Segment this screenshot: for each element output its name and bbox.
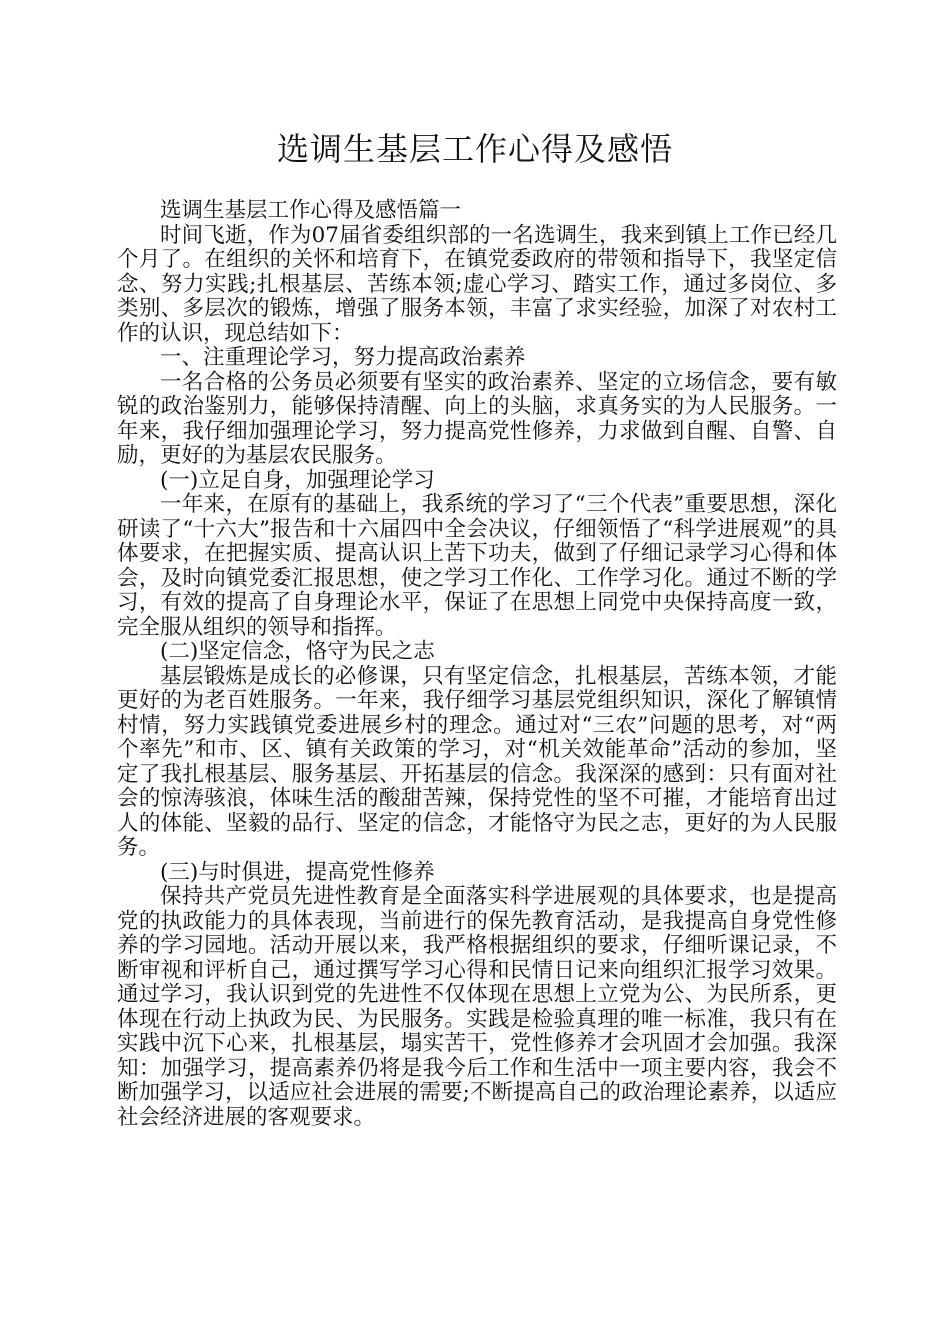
section-heading: 选调生基层工作心得及感悟篇一 bbox=[160, 198, 462, 223]
paragraph: 时间飞逝，作为07届省委组织部的一名选调生，我来到镇上工作已经几个月了。在组织的关怀和培育下，在镇党委政府的带领和指导下，我坚定信念、努力实践;扎根基层、苦练本领;虚心学习、踏实工作，通过多岗位、多类别、多层次的锻炼，增强了服务本领，丰富了求实经验，加深了对农村工作的认识，现总结如下： bbox=[117, 222, 837, 346]
paragraph: 基层锻炼是成长的必修课，只有坚定信念，扎根基层，苦练本领，才能更好的为老百姓服务。一年来，我仔细学习基层党组织知识，深化了解镇情村情，努力实践镇党委进展乡村的理念。通过对“三农”问题的思考，对“两个率先”和市、区、镇有关政策的学习，对“机关效能革命”活动的参加，坚定了我扎根基层、服务基层、开拓基层的信念。我深深的感到：只有面对社会的惊涛骇浪，体味生活的酸甜苦辣，保持党性的坚不可摧，才能培育出过人的体能、坚毅的品行、坚定的信念，才能恪守为民之志，更好的为人民服务。 bbox=[117, 663, 837, 860]
section-heading: (二)坚定信念，恪守为民之志 bbox=[160, 639, 435, 664]
paragraph: 保持共产党员先进性教育是全面落实科学进展观的具体要求，也是提高党的执政能力的具体表现，当前进行的保先教育活动，是我提高自身党性修养的学习园地。活动开展以来，我严格根据组织的要求，仔细听课记录，不断审视和评析自己，通过撰写学习心得和民情日记来向组织汇报学习效果。通过学习，我认识到党的先进性不仅体现在思想上立党为公、为民所系，更体现在行动上执政为民、为民服务。实践是检验真理的唯一标准，我只有在实践中沉下心来，扎根基层，塌实苦干，党性修养才会巩固才会加强。我深知：加强学习，提高素养仍将是我今后工作和生活中一项主要内容，我会不断加强学习，以适应社会进展的需要;不断提高自己的政治理论素养，以适应社会经济进展的客观要求。 bbox=[117, 884, 837, 1130]
document-body bbox=[117, 199, 837, 1130]
section-heading: 一、注重理论学习，努力提高政治素养 bbox=[160, 345, 526, 370]
section-heading: (三)与时俱进，提高党性修养 bbox=[160, 859, 435, 885]
paragraph: 一年来，在原有的基础上，我系统的学习了“三个代表”重要思想，深化研读了“十六大”报告和十六届四中全会决议，仔细领悟了“科学进展观”的具体要求，在把握实质、提高认识上苦下功夫，做到了仔细记录学习心得和体会，及时向镇党委汇报思想，使之学习工作化、工作学习化。通过不断的学习，有效的提高了自身理论水平，保证了在思想上同党中央保持高度一致，完全服从组织的领导和指挥。 bbox=[117, 492, 837, 640]
section-heading: (一)立足自身，加强理论学习 bbox=[160, 467, 435, 493]
paragraph: 一名合格的公务员必须要有坚实的政治素养、坚定的立场信念，要有敏锐的政治鉴别力，能够保持清醒、向上的头脑，求真务实的为人民服务。一年来，我仔细加强理论学习，努力提高党性修养，力求做到自醒、自警、自励，更好的为基层农民服务。 bbox=[117, 369, 837, 468]
page-title: 选调生基层工作心得及感悟 bbox=[276, 130, 673, 168]
